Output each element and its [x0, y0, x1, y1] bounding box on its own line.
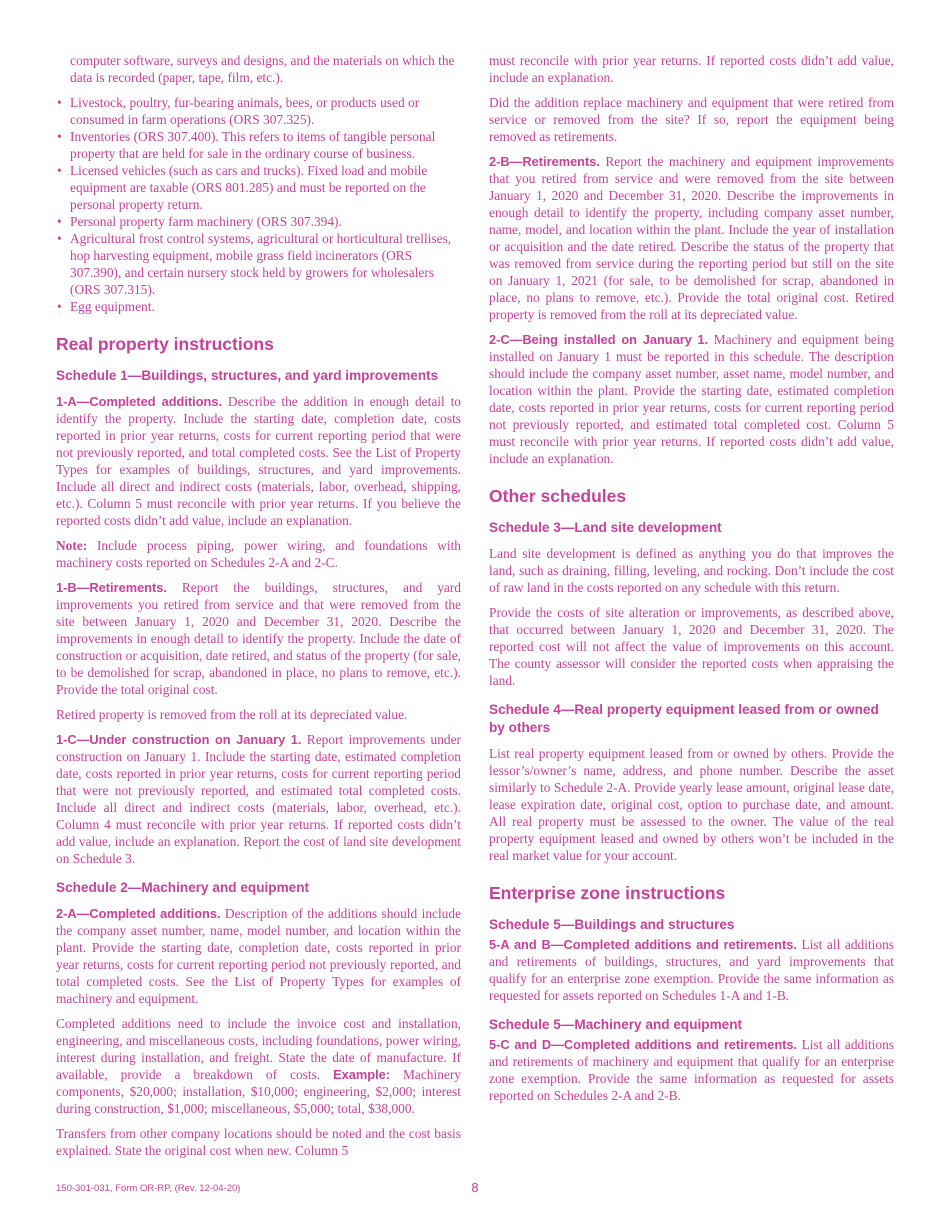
paragraph-2c: [489, 331, 894, 467]
paragraph-2a: [56, 905, 461, 1007]
exempt-property-list: [56, 94, 461, 315]
other-schedules-heading: Other schedules: [489, 486, 627, 506]
paragraph-s3-definition: Land site development is defined as anything you do that improves the land, such as draining, filling, leveling, and rocking. Don’t include the cost of raw land in the costs reported on any schedule with this return.: [489, 546, 894, 595]
example-label: Example:: [333, 1067, 391, 1082]
paragraph-5ab: [489, 936, 894, 1004]
paragraph-1a: [56, 393, 461, 529]
list-item: • Agricultural frost control systems, agricultural or horticultural trellises, hop harvesting equipment, mobile grass field incinerators (ORS 307.390), and certain nursery stock held by growers for wholesalers (ORS 307.315).: [56, 230, 461, 298]
paragraph-reconcile: must reconcile with prior year returns. If reported costs didn’t add value, include an explanation.: [489, 53, 894, 85]
schedule-2-heading: Schedule 2—Machinery and equipment: [56, 880, 310, 895]
paragraph-5cd: [489, 1036, 894, 1104]
lead-2c: 2-C—Being installed on January 1.: [489, 332, 709, 347]
schedule-4-heading: Schedule 4—Real property equipment leased from or owned by others: [489, 702, 879, 735]
lead-1b: 1-B—Retirements.: [56, 580, 167, 595]
text-2a: Description of the additions should include the company asset number, name, model number, and location within the plant. Provide the starting date, completion date, costs reported in prior year returns, costs for current reporting period not previously reported, and total completed costs. See the List of Property Types for examples of machinery and equipment.: [56, 906, 462, 1006]
paragraph-retired: Retired property is removed from the roll at its depreciated value.: [56, 707, 408, 722]
text-2b: Report the machinery and equipment improvements that you retired from service and were removed from the site between January 1, 2020 and December 31, 2020. Describe the improvements in enough detail to identify the property, including company asset number, name, model, and location within the plant. Include the year of installation or acquisition and the date retired. Describe the status of the property that was removed from service during the reporting period but still on the site on January 1, 2021 (for sale, to be demolished for scrap, abandoned in place, no plans to remove, etc.). Provide the total original cost. Retired property is removed from the roll at its depreciated value.: [489, 154, 894, 322]
lead-2b: 2-B—Retirements.: [489, 154, 600, 169]
paragraph-completed-additions: [56, 1015, 461, 1117]
list-item: • Egg equipment.: [56, 298, 461, 315]
note-text: Include process piping, power wiring, and foundations with machinery costs reported on Schedules 2-A and 2-C.: [56, 538, 461, 570]
schedule-5-machinery-heading: Schedule 5—Machinery and equipment: [489, 1017, 743, 1032]
lead-5cd: 5-C and D—Completed additions and retirements.: [489, 1037, 798, 1052]
paragraph-note: [56, 537, 461, 571]
intro-continuation: computer software, surveys and designs, and the materials on which the data is recorded (paper, tape, film, etc.).: [70, 53, 455, 85]
example-text: Machinery components, $20,000; installation, $10,000; engineering, $2,000; interest during construction, $1,000; miscellaneous, $5,000; total, $38,000.: [56, 1067, 461, 1116]
lead-1c: 1-C—Under construction on January 1.: [56, 732, 302, 747]
paragraph-2b: [489, 153, 894, 323]
lead-2a: 2-A—Completed additions.: [56, 906, 221, 921]
paragraph-s3-costs: Provide the costs of site alteration or improvements, as described above, that occurred between January 1, 2020 and December 31, 2020. The reported cost will not affect the value of improvements on this account. The county assessor will consider the reported costs when appraising the land.: [489, 605, 894, 688]
lead-1a: 1-A—Completed additions.: [56, 394, 223, 409]
text-1b: Report the buildings, structures, and yard improvements you retired from service and that were removed from the site between January 1, 2020 and December 31, 2020. Describe the improvements in enough detail to identify the property. Include the date of construction or acquisition, date retired, and status of the property (for sale, to be demolished for scrap, abandoned in place, no plans to remove, etc.). Provide the total original cost.: [56, 580, 461, 697]
text-1a: Describe the addition in enough detail to identify the property. Include the starting date, completion date, costs reported in prior year returns, costs for current reporting period that were not previously reported, and total completed costs. See the List of Property Types for examples of buildings, structures, and yard improvements. Include all direct and indirect costs (materials, labor, overhead, shipping, etc.). Column 5 must reconcile with prior year returns. If you believe the reported costs didn’t add value, include an explanation.: [56, 394, 461, 528]
completed-text: Completed additions need to include the invoice cost and installation, engineering, and miscellaneous costs, including foundations, power wiring, interest during installation, and freight. State the date of manufacture. If available, provide a breakdown of costs.: [56, 1016, 461, 1082]
list-item: • Livestock, poultry, fur-bearing animals, bees, or products used or consumed in farm operations (ORS 307.325).: [56, 94, 461, 128]
list-item: • Inventories (ORS 307.400). This refers to items of tangible personal property that are held for sale in the ordinary course of business.: [56, 128, 461, 162]
real-property-heading: Real property instructions: [56, 334, 274, 354]
list-item: • Personal property farm machinery (ORS 307.394).: [56, 213, 461, 230]
schedule-5-buildings-heading: Schedule 5—Buildings and structures: [489, 917, 735, 932]
text-5ab: List all additions and retirements of buildings, structures, and yard improvements that qualify for an enterprise zone exemption. Provide the same information as requested for assets reported on Schedules 1-A and 1-B.: [489, 937, 894, 1003]
left-column: [56, 52, 461, 1167]
paragraph-s4: List real property equipment leased from or owned by others. Provide the lessor’s/owner’s name, address, and phone number. Describe the asset similarly to Schedule 2-A. Provide yearly lease amount, original lease date, lease expiration date, original cost, option to purchase date, and amount. All real property must be assessed to the owner. The value of the real property equipment leased and owned by others won’t be included in the real market value for your account.: [489, 746, 894, 863]
paragraph-1c: [56, 731, 461, 867]
schedule-1-heading: Schedule 1—Buildings, structures, and yard improvements: [56, 368, 439, 383]
list-item: • Licensed vehicles (such as cars and trucks). Fixed load and mobile equipment are taxable (ORS 801.285) and must be reported on the personal property return.: [56, 162, 461, 213]
form-identifier: 150-301-031, Form OR-RP, (Rev. 12-04-20): [56, 1183, 241, 1194]
text-1c: Report improvements under construction on January 1. Include the starting date, estimated completion date, costs reported in prior year returns, costs for current reporting period that were not previously reported, and estimated total completed costs. Include all direct and indirect costs (materials, labor, overhead, etc.). Column 4 must reconcile with prior year returns. If reported costs didn’t add value, include an explanation. Report the cost of land site development on Schedule 3.: [56, 732, 461, 866]
right-column: [489, 52, 894, 1112]
paragraph-transfers: Transfers from other company locations should be noted and the cost basis explained. State the original cost when new. Column 5: [56, 1126, 461, 1158]
paragraph-1b: [56, 579, 461, 698]
page-number: 8: [471, 1180, 479, 1195]
text-2c: Machinery and equipment being installed on January 1 must be reported in this schedule. The description should include the company asset number, asset name, model number, and location within the plant. Provide the starting date, estimated completion date, costs reported in prior year returns, costs for current reporting period not previously reported, and estimated total completed cost. Column 5 must reconcile with prior year returns. If reported costs didn’t add value, include an explanation.: [489, 332, 894, 466]
note-label: Note:: [56, 538, 88, 553]
enterprise-zone-heading: Enterprise zone instructions: [489, 883, 726, 903]
text-5cd: List all additions and retirements of machinery and equipment that qualify for an enterprise zone exemption. Provide the same information as requested for assets reported on Schedules 2-A and 2-B.: [489, 1037, 894, 1103]
paragraph-replace: Did the addition replace machinery and equipment that were retired from service or removed from the site? If so, report the equipment being removed as retirements.: [489, 95, 894, 144]
lead-5ab: 5-A and B—Completed additions and retirements.: [489, 937, 797, 952]
schedule-3-heading: Schedule 3—Land site development: [489, 520, 722, 535]
